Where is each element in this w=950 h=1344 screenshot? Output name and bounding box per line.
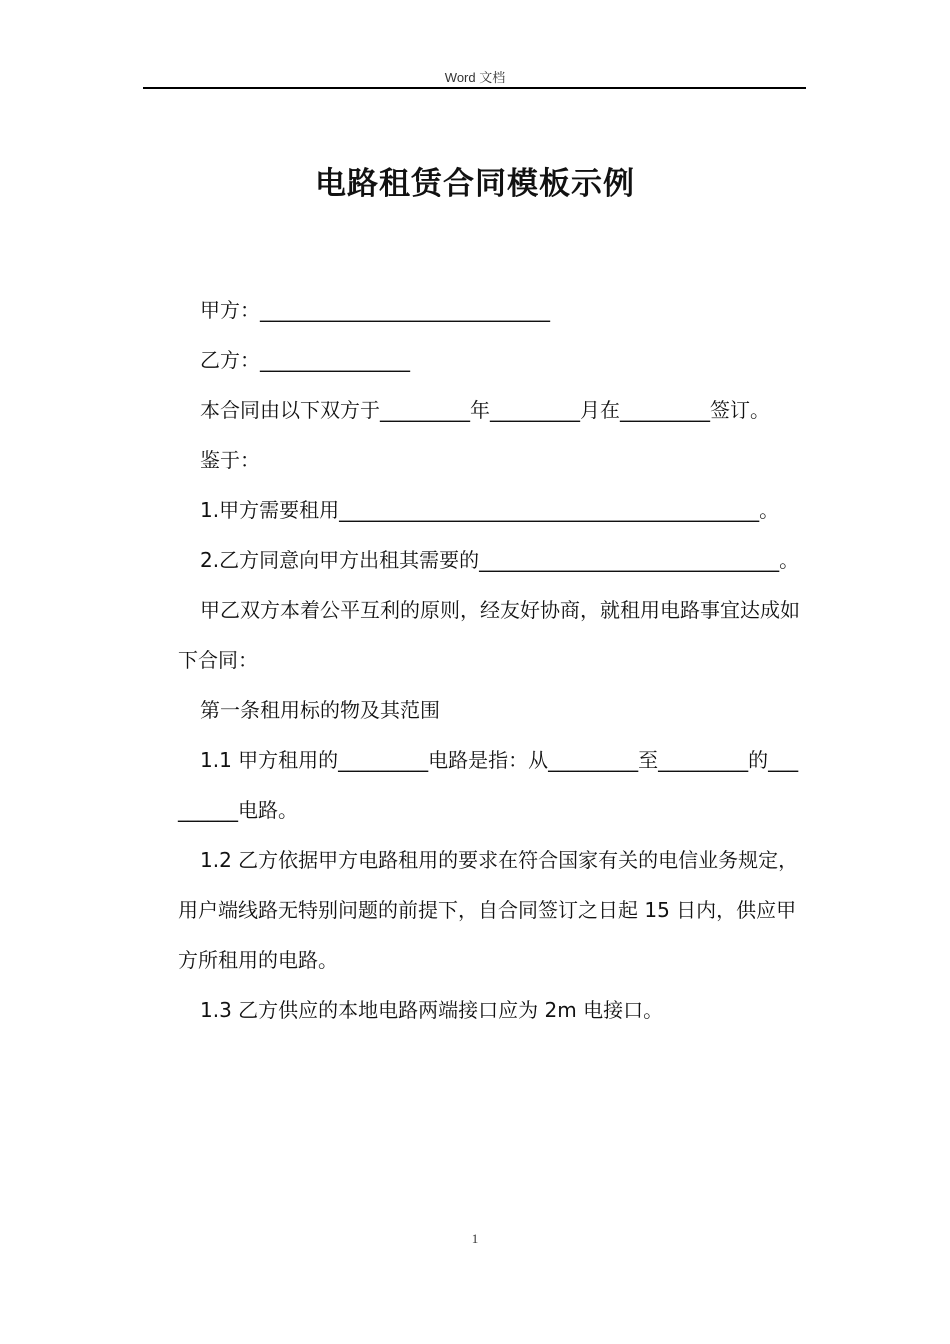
paragraph-signing: 本合同由以下双方于_________年_________月在_________签订。 — [200, 398, 770, 422]
paragraph-agreement: 甲乙双方本着公平互利的原则，经友好协商，就租用电路事宜达成如下合同： — [178, 598, 800, 672]
paragraph-item-2: 2.乙方同意向甲方出租其需要的______________________________。 — [200, 548, 800, 572]
page-header-text: Word 文档 — [444, 70, 506, 85]
paragraph-clause-1-2: 1.2 乙方依据甲方电路租用的要求在符合国家有关的电信业务规定，用户端线路无特别问题的前提下，自合同签订之日起 15 日内，供应甲方所租用的电路。 — [178, 848, 799, 972]
paragraph-whereas: 鉴于： — [200, 448, 260, 472]
paragraph-article-1-heading: 第一条租用标的物及其范围 — [200, 698, 440, 722]
paragraph-party-b: 乙方：_______________ — [200, 348, 410, 372]
paragraph-party-a: 甲方：_____________________________ — [200, 298, 550, 322]
paragraph-clause-1-3: 1.3 乙方供应的本地电路两端接口应为 2m 电接口。 — [200, 998, 664, 1022]
page-number: 1 — [471, 1231, 479, 1246]
header-rule — [143, 87, 806, 89]
document-body — [178, 285, 806, 1035]
document-title: 电路租赁合同模板示例 — [315, 166, 635, 202]
paragraph-item-1: 1.甲方需要租用__________________________________________。 — [200, 498, 780, 522]
paragraph-clause-1-1: 1.1 甲方租用的_________电路是指：从_________至_________的_________电路。 — [178, 748, 799, 822]
